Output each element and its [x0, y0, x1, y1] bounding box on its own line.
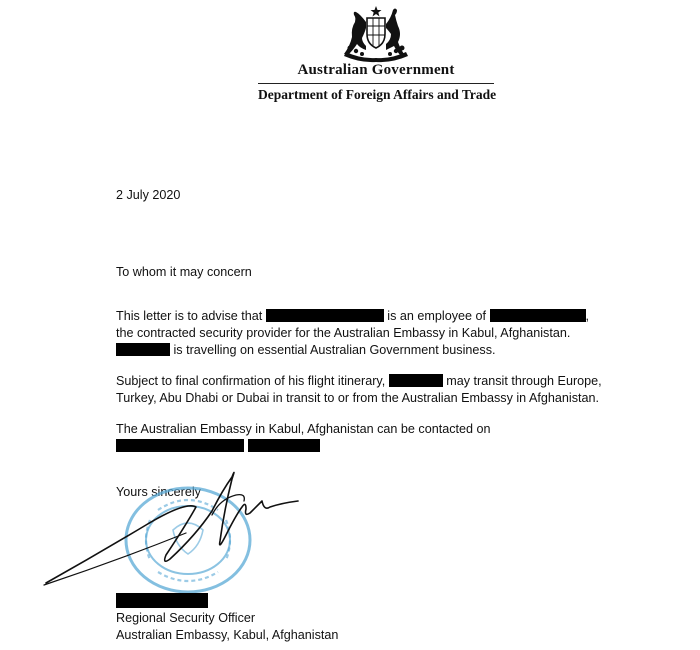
paragraph-1	[116, 308, 604, 360]
redacted-employee-name-3	[389, 374, 443, 387]
p2-text-a: Subject to final confirmation of his flight itinerary,	[116, 374, 386, 388]
letterhead-rule	[258, 83, 494, 84]
p1-text-c: , the contracted security provider for the Australian Embassy in Kabul, Afghanistan.	[116, 309, 590, 341]
p1-text-a: This letter is to advise that	[116, 309, 263, 323]
redacted-employee-name	[266, 309, 384, 322]
government-name: Australian Government	[297, 62, 455, 78]
letter-greeting: To whom it may concern	[116, 265, 252, 279]
redacted-employee-name-2	[116, 343, 170, 356]
redacted-phone-number	[116, 439, 244, 452]
redacted-signatory-name	[116, 593, 208, 608]
p1-text-d: is travelling on essential Australian Government business.	[173, 343, 496, 358]
paragraph-3	[116, 421, 604, 455]
p1-text-b: is an employee of	[387, 309, 487, 323]
letter-date: 2 July 2020	[116, 188, 181, 202]
signatory-post: Australian Embassy, Kabul, Afghanistan	[116, 628, 339, 642]
letter-closing: Yours sincerely	[116, 485, 201, 499]
department-name: Department of Foreign Affairs and Trade	[258, 87, 497, 102]
handwritten-signature	[36, 455, 306, 595]
coat-of-arms-icon	[336, 4, 416, 64]
redacted-company-name	[490, 309, 586, 322]
paragraph-2	[116, 373, 604, 407]
redacted-phone-number-2	[248, 439, 320, 452]
signatory-title: Regional Security Officer	[116, 611, 256, 625]
p2-text-b: may transit through Europe, Turkey, Abu Dhabi or Dubai in transit to or from the Australian Embassy in Afghanistan.	[116, 374, 602, 406]
p3-text-a: The Australian Embassy in Kabul, Afghanistan can be contacted on	[116, 422, 491, 436]
